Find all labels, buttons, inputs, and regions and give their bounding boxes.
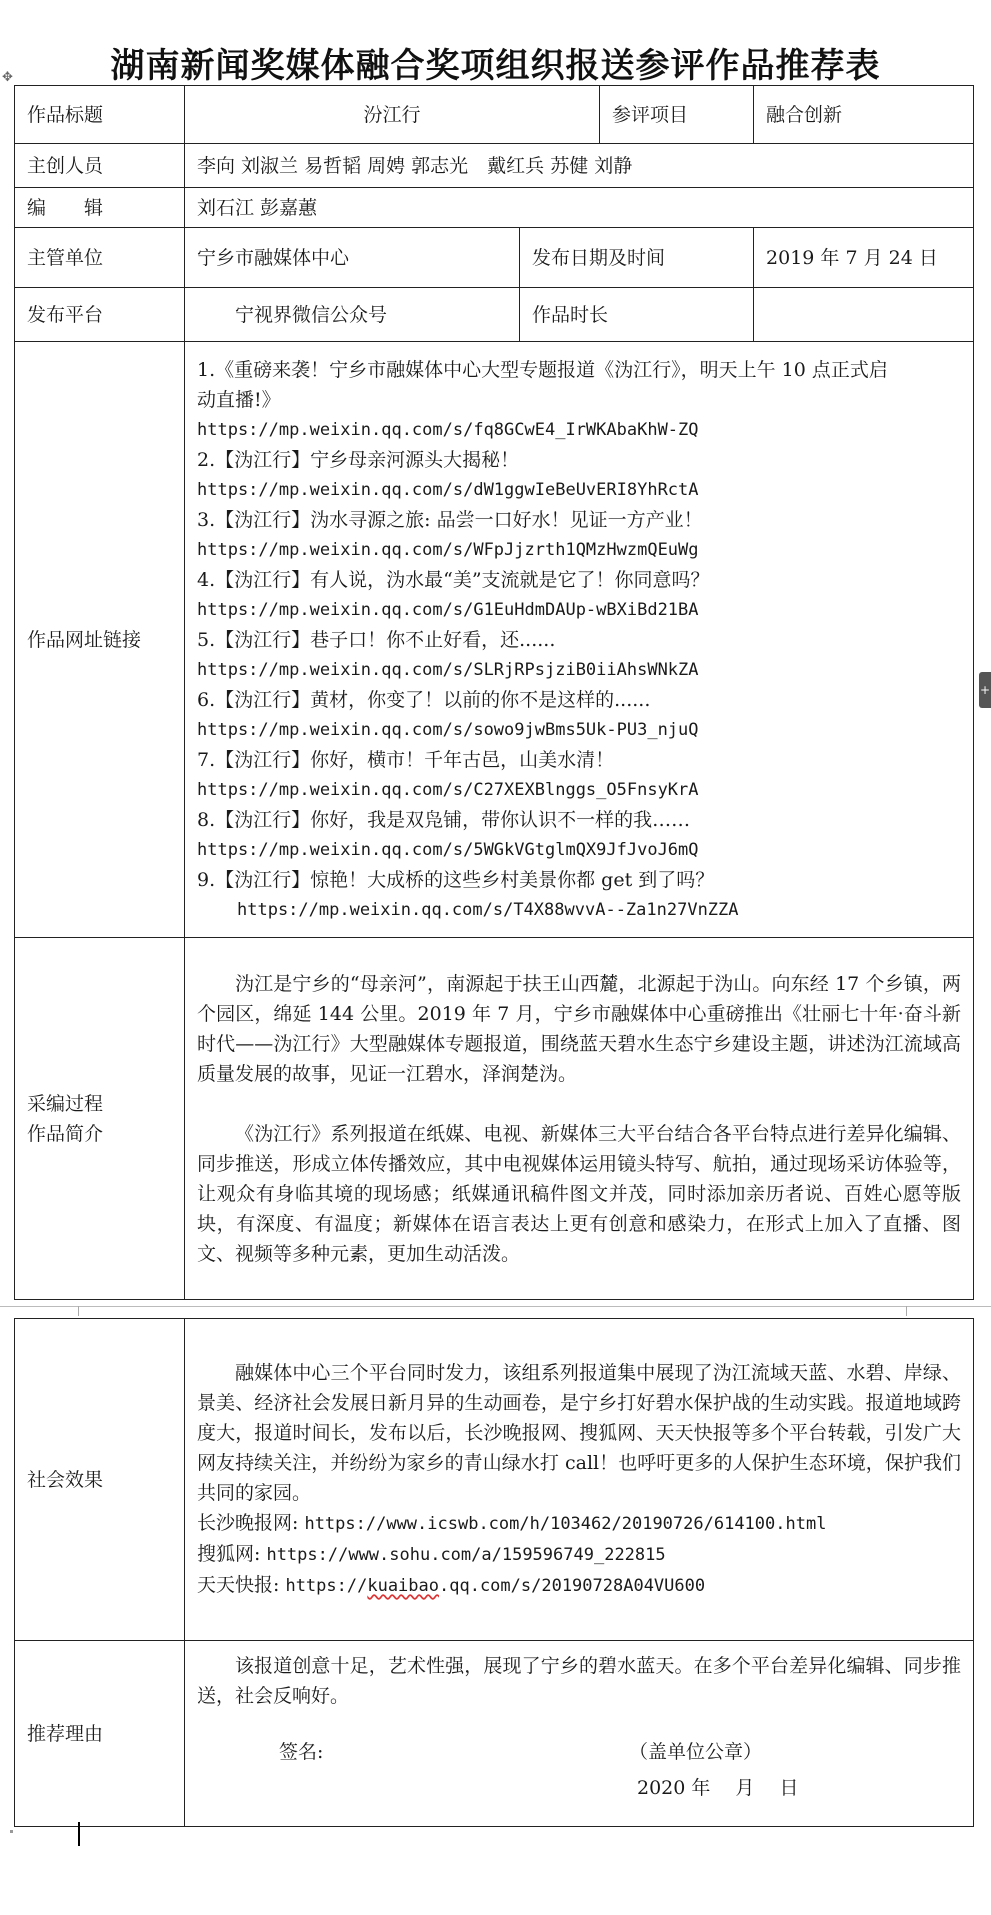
table-row bbox=[15, 938, 974, 1300]
effect-cell bbox=[185, 1319, 974, 1641]
link-item-title: 6.【沩江行】黄材，你变了！以前的你不是这样的...... bbox=[197, 688, 651, 711]
process-cell bbox=[185, 938, 974, 1300]
text-cursor bbox=[78, 1822, 80, 1846]
page-break-line bbox=[0, 1306, 991, 1307]
link-item-title: 1.《重磅来袭！宁乡市融媒体中心大型专题报道《沩江行》，明天上午 10 点正式启 bbox=[197, 358, 888, 381]
unit-value[interactable]: 宁乡市融媒体中心 bbox=[185, 228, 520, 288]
link-item-title: 4.【沩江行】有人说，沩水最“美”支流就是它了！你同意吗？ bbox=[197, 568, 710, 591]
link-item-title: 8.【沩江行】你好，我是双凫铺，带你认识不一样的我…… bbox=[197, 808, 691, 831]
duration-label: 作品时长 bbox=[520, 288, 754, 342]
seal-label: （盖单位公章） bbox=[629, 1741, 763, 1763]
link-item-url[interactable]: https://mp.weixin.qq.com/s/5WGkVGtglmQX9JfJvoJ6mQ bbox=[197, 839, 699, 860]
link-item-url[interactable]: https://mp.weixin.qq.com/s/sowo9jwBms5Uk-PU3_njuQ bbox=[197, 719, 699, 740]
table-row bbox=[15, 228, 974, 288]
reason-paragraph: 该报道创意十足，艺术性强，展现了宁乡的碧水蓝天。在多个平台差异化编辑、同步推送，社会反响好。 bbox=[197, 1655, 961, 1707]
table-row bbox=[15, 144, 974, 188]
editors-label: 编 辑 bbox=[15, 188, 185, 228]
pubdate-label: 发布日期及时间 bbox=[520, 228, 754, 288]
table-row bbox=[15, 1319, 974, 1641]
signature-row bbox=[197, 1737, 961, 1799]
effect-link-2: 搜狐网: https://www.sohu.com/a/159596749_222815 bbox=[197, 1543, 666, 1565]
effect-link-1-url[interactable]: https://www.icswb.com/h/103462/20190726/614100.html bbox=[304, 1514, 827, 1534]
link-item-url[interactable]: https://mp.weixin.qq.com/s/G1EuHdmDAUp-wBXiBd21BA bbox=[197, 599, 699, 620]
category-label: 参评项目 bbox=[600, 86, 754, 144]
duration-value[interactable] bbox=[754, 288, 974, 342]
process-paragraph-2: 《沩江行》系列报道在纸媒、电视、新媒体三大平台结合各平台特点进行差异化编辑、同步推送，形成立体传播效应，其中电视媒体运用镜头特写、航拍，通过现场采访体验等，让观众有身临其境的现场感；纸媒通讯稿件图文并茂，同时添加亲历者说、百姓心愿等版块，有深度、有温度；新媒体在语言表达上更有创意和感染力，在形式上加入了直播、图文、视频等多种元素，更加生动活泼。 bbox=[197, 1122, 962, 1265]
link-item-title: 5.【沩江行】巷子口！你不止好看，还...... bbox=[197, 628, 556, 651]
signature-label: 签名: bbox=[279, 1741, 324, 1763]
process-paragraph-1: 沩江是宁乡的“母亲河”，南源起于扶王山西麓，北源起于沩山。向东经 17 个乡镇，两个园区，绵延 144 公里。2019 年 7 月，宁乡市融媒体中心重磅推出《壮丽七十年·奋斗新时代——沩江行》大型融媒体专题报道，围绕蓝天碧水生态宁乡建设主题，讲述沩江流域高质量发展的故事，见证一江碧水，泽润楚沩。 bbox=[197, 972, 962, 1085]
effect-label: 社会效果 bbox=[15, 1319, 185, 1641]
side-expand-tab-icon[interactable]: + bbox=[979, 672, 991, 708]
link-item-url[interactable]: https://mp.weixin.qq.com/s/T4X88wvvA--Za1n27VnZZA bbox=[237, 899, 739, 920]
link-item-url[interactable]: https://mp.weixin.qq.com/s/fq8GCwE4_IrWKAbaKhW-ZQ bbox=[197, 419, 699, 440]
link-item-title-cont: 动直播!》 bbox=[197, 388, 281, 411]
effect-paragraph: 融媒体中心三个平台同时发力，该组系列报道集中展现了沩江流域天蓝、水碧、岸绿、景美、经济社会发展日新月异的生动画卷，是宁乡打好碧水保护战的生动实践。报道地域跨度大，报道时间长，发布以后，长沙晚报网、搜狐网、天天快报等多个平台转载，引发广大网友持续关注，并纷纷为家乡的青山绿水打 call！也呼吁更多的人保护生态环境，保护我们共同的家园。 bbox=[197, 1362, 961, 1504]
link-item-title: 7.【沩江行】你好，横市！千年古邑，山美水清！ bbox=[197, 748, 615, 771]
link-item-url[interactable]: https://mp.weixin.qq.com/s/dW1ggwIeBeUvERI8YhRctA bbox=[197, 479, 699, 500]
page-corner-mark bbox=[78, 1306, 79, 1316]
page-corner-mark bbox=[906, 1306, 907, 1316]
effect-link-1: 长沙晚报网: https://www.icswb.com/h/103462/20190726/614100.html bbox=[197, 1512, 827, 1534]
effect-link-3-url[interactable]: https://kuaibao.qq.com/s/20190728A04VU600 bbox=[285, 1576, 706, 1596]
process-label-line1: 采编过程 bbox=[27, 1092, 104, 1115]
reason-label: 推荐理由 bbox=[15, 1641, 185, 1827]
effect-link-2-url[interactable]: https://www.sohu.com/a/159596749_222815 bbox=[266, 1545, 666, 1565]
link-item-title: 3.【沩江行】沩水寻源之旅: 品尝一口好水！见证一方产业！ bbox=[197, 508, 703, 531]
link-item-title: 2.【沩江行】宁乡母亲河源头大揭秘！ bbox=[197, 448, 520, 471]
platform-value[interactable]: 宁视界微信公众号 bbox=[185, 288, 520, 342]
table-row bbox=[15, 288, 974, 342]
margin-dot bbox=[10, 1830, 13, 1833]
work-title-label: 作品标题 bbox=[15, 86, 185, 144]
process-label bbox=[15, 938, 185, 1300]
link-item-url[interactable]: https://mp.weixin.qq.com/s/C27XEXBlnggs_O5FnsyKrA bbox=[197, 779, 699, 800]
recommendation-table bbox=[14, 85, 974, 1300]
category-value[interactable]: 融合创新 bbox=[754, 86, 974, 144]
process-label-line2: 作品简介 bbox=[27, 1122, 104, 1145]
table-row bbox=[15, 86, 974, 144]
editors-value[interactable]: 刘石江 彭嘉蕙 bbox=[185, 188, 974, 228]
links-label: 作品网址链接 bbox=[15, 342, 185, 938]
page-title: 湖南新闻奖媒体融合奖项组织报送参评作品推荐表 bbox=[110, 46, 881, 86]
sign-date: 2020 年 月 日 bbox=[637, 1777, 799, 1799]
creators-label: 主创人员 bbox=[15, 144, 185, 188]
table-row bbox=[15, 342, 974, 938]
link-item-url[interactable]: https://mp.weixin.qq.com/s/SLRjRPsjziB0iiAhsWNkZA bbox=[197, 659, 699, 680]
unit-label: 主管单位 bbox=[15, 228, 185, 288]
effect-link-3: 天天快报: https://kuaibao.qq.com/s/20190728A04VU600 bbox=[197, 1574, 706, 1596]
table-move-handle-icon[interactable]: ✥ bbox=[2, 70, 13, 85]
links-cell bbox=[185, 342, 974, 938]
table-row bbox=[15, 1641, 974, 1827]
work-title-value[interactable]: 汾江行 bbox=[185, 86, 600, 144]
creators-value[interactable]: 李向 刘淑兰 易哲韬 周娉 郭志光 戴红兵 苏健 刘静 bbox=[185, 144, 974, 188]
reason-cell bbox=[185, 1641, 974, 1827]
platform-label: 发布平台 bbox=[15, 288, 185, 342]
link-item-title: 9.【沩江行】惊艳！大成桥的这些乡村美景你都 get 到了吗？ bbox=[197, 868, 715, 891]
recommendation-table-page2 bbox=[14, 1318, 974, 1827]
table-row bbox=[15, 188, 974, 228]
pubdate-value[interactable]: 2019 年 7 月 24 日 bbox=[754, 228, 974, 288]
link-item-url[interactable]: https://mp.weixin.qq.com/s/WFpJjzrth1QMzHwzmQEuWg bbox=[197, 539, 699, 560]
